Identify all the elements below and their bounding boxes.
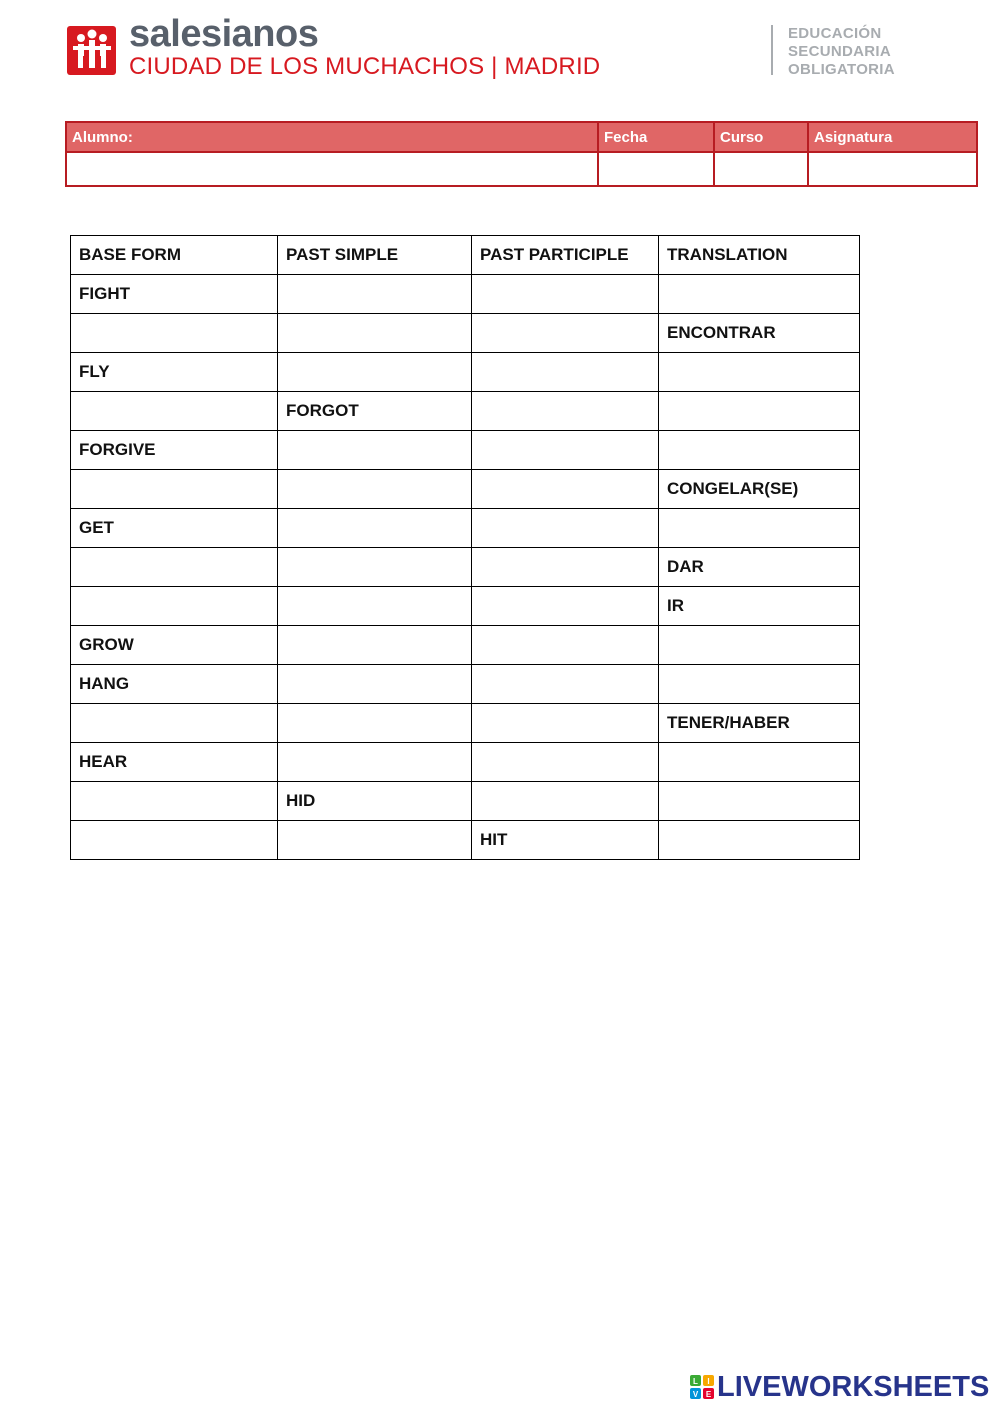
brand-subtitle: CIUDAD DE LOS MUCHACHOS | MADRID xyxy=(129,53,601,80)
base-form-cell[interactable] xyxy=(71,704,278,743)
past-participle-cell[interactable] xyxy=(472,314,659,353)
base-form-cell[interactable] xyxy=(71,548,278,587)
translation-cell[interactable] xyxy=(659,353,860,392)
past-simple-cell[interactable] xyxy=(278,665,472,704)
verb-row xyxy=(71,665,860,704)
past-simple-cell[interactable] xyxy=(278,548,472,587)
translation-cell[interactable]: CONGELAR(SE) xyxy=(659,470,860,509)
education-divider xyxy=(771,25,773,75)
education-label xyxy=(788,25,895,79)
verb-row xyxy=(71,431,860,470)
translation-cell[interactable]: TENER/HABER xyxy=(659,704,860,743)
education-line: OBLIGATORIA xyxy=(788,61,895,78)
verb-row xyxy=(71,509,860,548)
past-participle-cell[interactable] xyxy=(472,275,659,314)
base-form-cell[interactable] xyxy=(71,587,278,626)
base-form-cell[interactable]: FLY xyxy=(71,353,278,392)
verb-row xyxy=(71,470,860,509)
past-participle-cell[interactable] xyxy=(472,665,659,704)
translation-cell[interactable] xyxy=(659,821,860,860)
past-participle-cell[interactable] xyxy=(472,743,659,782)
verb-row xyxy=(71,626,860,665)
verb-row xyxy=(71,548,860,587)
past-simple-cell[interactable] xyxy=(278,587,472,626)
past-simple-cell[interactable] xyxy=(278,626,472,665)
education-line: EDUCACIÓN xyxy=(788,25,882,42)
base-form-cell[interactable] xyxy=(71,314,278,353)
liveworksheets-logo xyxy=(690,1370,989,1404)
verb-row xyxy=(71,587,860,626)
base-form-cell[interactable]: HEAR xyxy=(71,743,278,782)
translation-cell[interactable] xyxy=(659,782,860,821)
translation-cell[interactable] xyxy=(659,743,860,782)
past-simple-cell[interactable] xyxy=(278,821,472,860)
liveworksheets-wordmark: LIVEWORKSHEETS xyxy=(717,1371,990,1403)
translation-cell[interactable] xyxy=(659,626,860,665)
past-participle-cell[interactable] xyxy=(472,587,659,626)
translation-cell[interactable] xyxy=(659,431,860,470)
svg-text:E: E xyxy=(705,1390,712,1399)
verb-row xyxy=(71,704,860,743)
past-participle-cell[interactable] xyxy=(472,509,659,548)
past-simple-cell[interactable] xyxy=(278,353,472,392)
base-form-cell[interactable] xyxy=(71,782,278,821)
liveworksheets-icon xyxy=(690,1375,714,1399)
past-simple-cell[interactable]: FORGOT xyxy=(278,392,472,431)
past-participle-cell[interactable] xyxy=(472,470,659,509)
base-form-cell[interactable] xyxy=(71,392,278,431)
verb-row xyxy=(71,314,860,353)
base-form-header: BASE FORM xyxy=(71,236,278,275)
svg-text:L: L xyxy=(693,1377,698,1386)
education-line: SECUNDARIA xyxy=(788,43,892,60)
past-simple-header: PAST SIMPLE xyxy=(278,236,472,275)
svg-text:I: I xyxy=(707,1377,710,1386)
past-participle-cell[interactable] xyxy=(472,782,659,821)
base-form-cell[interactable]: HANG xyxy=(71,665,278,704)
past-simple-cell[interactable] xyxy=(278,431,472,470)
translation-cell[interactable] xyxy=(659,665,860,704)
base-form-cell[interactable] xyxy=(71,470,278,509)
past-simple-cell[interactable] xyxy=(278,509,472,548)
fecha-header: Fecha xyxy=(598,122,714,152)
past-simple-cell[interactable] xyxy=(278,275,472,314)
salesianos-logo-icon xyxy=(67,26,116,75)
past-participle-cell[interactable] xyxy=(472,704,659,743)
curso-header: Curso xyxy=(714,122,808,152)
translation-header: TRANSLATION xyxy=(659,236,860,275)
brand-name: salesianos xyxy=(129,13,319,55)
alumno-field[interactable] xyxy=(66,152,598,186)
asignatura-field[interactable] xyxy=(808,152,977,186)
translation-cell[interactable]: ENCONTRAR xyxy=(659,314,860,353)
translation-cell[interactable]: IR xyxy=(659,587,860,626)
curso-field[interactable] xyxy=(714,152,808,186)
past-simple-cell[interactable]: HID xyxy=(278,782,472,821)
past-participle-cell[interactable]: HIT xyxy=(472,821,659,860)
asignatura-header: Asignatura xyxy=(808,122,977,152)
past-participle-cell[interactable] xyxy=(472,548,659,587)
alumno-header: Alumno: xyxy=(66,122,598,152)
fecha-field[interactable] xyxy=(598,152,714,186)
verb-row xyxy=(71,353,860,392)
svg-text:V: V xyxy=(692,1390,699,1399)
student-info-header-row xyxy=(66,122,977,152)
base-form-cell[interactable]: FORGIVE xyxy=(71,431,278,470)
verb-row xyxy=(71,392,860,431)
irregular-verbs-table xyxy=(70,235,860,860)
past-participle-cell[interactable] xyxy=(472,626,659,665)
past-simple-cell[interactable] xyxy=(278,314,472,353)
past-participle-cell[interactable] xyxy=(472,392,659,431)
verb-row xyxy=(71,782,860,821)
verbs-header-row xyxy=(71,236,860,275)
translation-cell[interactable]: DAR xyxy=(659,548,860,587)
past-participle-header: PAST PARTICIPLE xyxy=(472,236,659,275)
verb-row xyxy=(71,743,860,782)
past-simple-cell[interactable] xyxy=(278,470,472,509)
base-form-cell[interactable]: GROW xyxy=(71,626,278,665)
translation-cell[interactable] xyxy=(659,392,860,431)
verb-row xyxy=(71,275,860,314)
translation-cell[interactable] xyxy=(659,509,860,548)
past-participle-cell[interactable] xyxy=(472,353,659,392)
base-form-cell[interactable]: GET xyxy=(71,509,278,548)
past-simple-cell[interactable] xyxy=(278,743,472,782)
past-simple-cell[interactable] xyxy=(278,704,472,743)
verbs-table-body xyxy=(71,275,860,860)
student-info-table xyxy=(65,121,978,187)
base-form-cell[interactable] xyxy=(71,821,278,860)
past-participle-cell[interactable] xyxy=(472,431,659,470)
translation-cell[interactable] xyxy=(659,275,860,314)
base-form-cell[interactable]: FIGHT xyxy=(71,275,278,314)
verb-row xyxy=(71,821,860,860)
student-info-value-row xyxy=(66,152,977,186)
